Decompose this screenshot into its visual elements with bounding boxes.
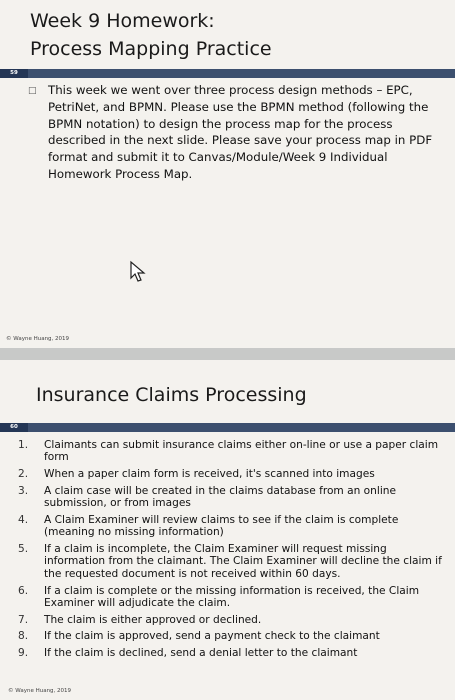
square-bullet-icon: □ — [28, 86, 37, 96]
slide-week9-homework — [0, 0, 455, 348]
list-item: 8. If the claim is approved, send a payment check to the claimant — [18, 630, 380, 643]
list-item: 9. If the claim is declined, send a denial letter to the claimant — [18, 647, 358, 660]
list-item: 2. When a paper claim form is received, it's scanned into images — [18, 468, 375, 481]
slide-number: 60 — [0, 423, 28, 432]
copyright-note: © Wayne Huang, 2019 — [8, 688, 72, 694]
list-item: 6. If a claim is complete or the missing information is received, the Claim Examiner will adjudicate the claim. — [18, 584, 420, 609]
homework-instructions: This week we went over three process design methods – EPC, PetriNet, and BPMN. Please use the BPMN method (following the BPMN notation) to design the process map for the process described in the next slide. Please save your process map in PDF format and submit it to Canvas/Module/Week 9 Individual Homework Process Map. — [48, 83, 433, 181]
slide-title-line2: Process Mapping Practice — [30, 38, 272, 60]
slide-insurance-claims — [0, 360, 455, 700]
claims-process-steps — [4, 439, 450, 664]
slide-number: 59 — [0, 69, 28, 78]
list-item: 7. The claim is either approved or declined. — [18, 613, 262, 626]
list-item: 5. If a claim is incomplete, the Claim Examiner will request missing information from the claimant. The Claim Examiner will decline the claim if the requested document is not received within 60 days. — [18, 543, 442, 580]
slide-title-line1: Week 9 Homework: — [30, 10, 215, 32]
copyright-note: © Wayne Huang, 2019 — [6, 336, 70, 342]
slide-title: Insurance Claims Processing — [36, 384, 307, 406]
list-item: 4. A Claim Examiner will review claims to see if the claim is complete (meaning no missing information) — [18, 513, 399, 539]
slide-header-bar — [0, 69, 455, 78]
mouse-cursor-icon — [128, 260, 150, 284]
list-item: 1. Claimants can submit insurance claims either on-line or use a paper claim form — [18, 439, 439, 464]
slide-header-bar — [0, 423, 455, 432]
list-item: 3. A claim case will be created in the claims database from an online submission, or from images — [18, 484, 396, 510]
slide-divider — [0, 348, 455, 360]
